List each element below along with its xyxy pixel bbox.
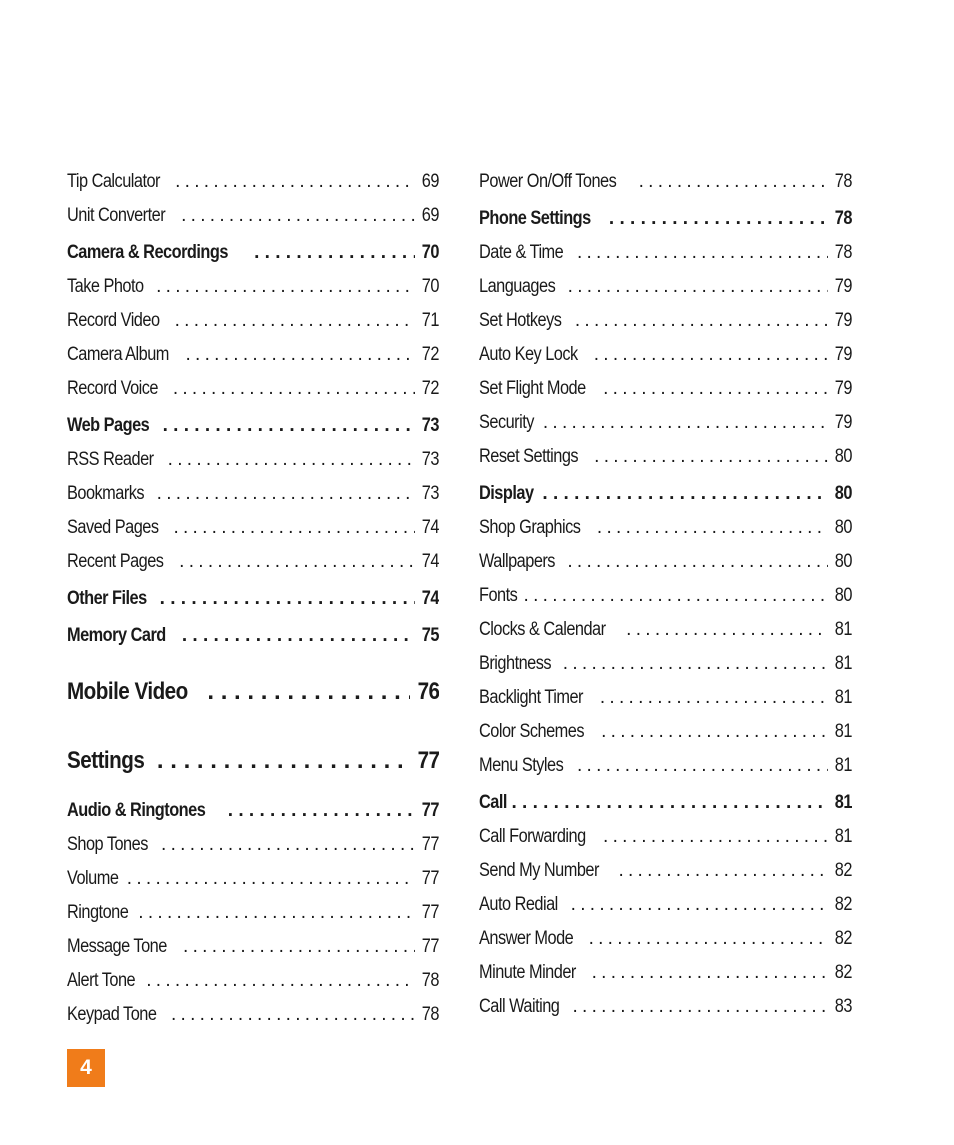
toc-entry-label: Brightness [479, 653, 552, 674]
dot-leader [567, 545, 828, 579]
dot-leader [171, 998, 415, 1032]
dot-leader [571, 888, 828, 922]
toc-entry[interactable] [479, 372, 852, 406]
toc-entry-page-number: 71 [421, 310, 439, 331]
toc-entry-label: Power On/Off Tones [479, 171, 617, 192]
toc-entry-page-number: 77 [421, 834, 439, 855]
toc-entry-label: Mobile Video [67, 678, 188, 705]
toc-entry-page-number: 73 [421, 483, 439, 504]
toc-entry-label: Camera & Recordings [67, 242, 228, 263]
toc-entry[interactable] [67, 511, 439, 545]
toc-entry[interactable] [67, 998, 439, 1032]
toc-entry-page-number: 74 [421, 551, 439, 572]
toc-entry-label: Set Hotkeys [479, 310, 562, 331]
toc-entry[interactable] [479, 545, 852, 579]
toc-entry-page-number: 75 [421, 625, 439, 646]
toc-entry-label: Memory Card [67, 625, 166, 646]
toc-entry[interactable] [67, 579, 439, 616]
toc-entry[interactable] [479, 511, 852, 545]
toc-entry-page-number: 69 [421, 205, 439, 226]
dot-leader [594, 338, 828, 372]
toc-entry[interactable] [479, 990, 852, 1024]
toc-entry-page-number: 79 [834, 310, 852, 331]
toc-entry[interactable] [67, 653, 439, 722]
toc-entry-page-number: 72 [421, 344, 439, 365]
toc-entry[interactable] [479, 749, 852, 783]
dot-leader [207, 653, 409, 722]
toc-entry[interactable] [479, 888, 852, 922]
dot-leader [161, 828, 415, 862]
dot-leader [563, 647, 828, 681]
toc-entry-label: Wallpapers [479, 551, 555, 572]
toc-entry[interactable] [67, 372, 439, 406]
toc-entry-page-number: 69 [421, 171, 439, 192]
toc-entry-label: Minute Minder [479, 962, 576, 983]
toc-entry-label: Camera Album [67, 344, 169, 365]
toc-entry[interactable] [479, 165, 852, 199]
toc-entry-label: Backlight Timer [479, 687, 583, 708]
toc-entry-page-number: 82 [834, 962, 852, 983]
toc-entry[interactable] [479, 579, 852, 613]
toc-entry-page-number: 78 [421, 970, 439, 991]
toc-entry-page-number: 82 [834, 894, 852, 915]
toc-entry[interactable] [67, 233, 439, 270]
dot-leader [185, 338, 415, 372]
toc-entry-label: Menu Styles [479, 755, 564, 776]
toc-entry-page-number: 72 [421, 378, 439, 399]
toc-left-column [67, 165, 439, 1032]
dot-leader [175, 165, 415, 199]
toc-entry-page-number: 70 [421, 276, 439, 297]
toc-entry-label: Saved Pages [67, 517, 159, 538]
dot-leader [175, 304, 415, 338]
toc-entry-label: Display [479, 483, 534, 504]
toc-entry[interactable] [479, 854, 852, 888]
toc-entry-page-number: 77 [421, 902, 439, 923]
toc-entry[interactable] [479, 647, 852, 681]
toc-entry-page-number: 79 [834, 344, 852, 365]
toc-entry-label: Reset Settings [479, 446, 579, 467]
toc-entry-page-number: 81 [834, 792, 852, 813]
toc-entry[interactable] [67, 443, 439, 477]
dot-leader [542, 474, 828, 511]
toc-entry-page-number: 77 [417, 747, 439, 774]
dot-leader [543, 406, 828, 440]
dot-leader [639, 165, 828, 199]
toc-entry-page-number: 83 [834, 996, 852, 1017]
dot-leader [168, 443, 415, 477]
dot-leader [173, 372, 415, 406]
dot-leader [572, 990, 828, 1024]
toc-entry-label: Auto Redial [479, 894, 558, 915]
toc-entry[interactable] [67, 270, 439, 304]
toc-entry[interactable] [479, 820, 852, 854]
toc-entry[interactable] [479, 715, 852, 749]
toc-entry-page-number: 81 [834, 619, 852, 640]
toc-entry[interactable] [67, 304, 439, 338]
toc-entry-label: Alert Tone [67, 970, 136, 991]
dot-leader [127, 862, 415, 896]
dot-leader [601, 715, 828, 749]
toc-entry-page-number: 80 [834, 483, 852, 504]
toc-entry-label: Recent Pages [67, 551, 164, 572]
dot-leader [568, 270, 828, 304]
dot-leader [157, 477, 415, 511]
toc-entry-label: Web Pages [67, 415, 150, 436]
dot-leader [577, 236, 828, 270]
dot-leader [592, 956, 828, 990]
toc-entry[interactable] [67, 862, 439, 896]
toc-entry-label: Bookmarks [67, 483, 145, 504]
dot-leader [228, 791, 415, 828]
toc-entry-label: Call Waiting [479, 996, 560, 1017]
toc-entry[interactable] [67, 896, 439, 930]
toc-entry-page-number: 74 [421, 588, 439, 609]
toc-entry-page-number: 81 [834, 826, 852, 847]
toc-entry-page-number: 73 [421, 449, 439, 470]
dot-leader [254, 233, 415, 270]
toc-entry[interactable] [479, 474, 852, 511]
toc-entry[interactable] [67, 722, 439, 791]
toc-entry-page-number: 77 [421, 936, 439, 957]
toc-entry-label: Fonts [479, 585, 518, 606]
dot-leader [156, 270, 415, 304]
toc-entry-label: Phone Settings [479, 208, 591, 229]
toc-entry-label: Record Video [67, 310, 160, 331]
toc-entry-page-number: 70 [421, 242, 439, 263]
dot-leader [575, 304, 828, 338]
toc-entry[interactable] [67, 791, 439, 828]
toc-entry[interactable] [479, 783, 852, 820]
toc-entry-label: Record Voice [67, 378, 158, 399]
dot-leader [157, 722, 410, 791]
toc-entry-page-number: 81 [834, 687, 852, 708]
dot-leader [138, 896, 415, 930]
toc-entry-page-number: 80 [834, 446, 852, 467]
dot-leader [589, 922, 829, 956]
toc-entry-page-number: 82 [834, 928, 852, 949]
dot-leader [181, 199, 415, 233]
toc-entry-label: Set Flight Mode [479, 378, 586, 399]
dot-leader [173, 511, 415, 545]
toc-entry-label: Volume [67, 868, 119, 889]
toc-entry-page-number: 80 [834, 551, 852, 572]
toc-entry[interactable] [67, 165, 439, 199]
toc-entry-label: Other Files [67, 588, 147, 609]
toc-entry[interactable] [479, 440, 852, 474]
toc-entry-page-number: 78 [421, 1004, 439, 1025]
toc-entry-page-number: 73 [421, 415, 439, 436]
toc-entry[interactable] [479, 270, 852, 304]
toc-entry-page-number: 81 [834, 755, 852, 776]
toc-entry-label: Clocks & Calendar [479, 619, 606, 640]
toc-entry-label: Audio & Ringtones [67, 800, 206, 821]
toc-entry-label: Settings [67, 747, 145, 774]
toc-entry[interactable] [479, 338, 852, 372]
toc-entry-page-number: 77 [421, 868, 439, 889]
toc-entry[interactable] [67, 406, 439, 443]
toc-entry-page-number: 79 [834, 378, 852, 399]
toc-entry-label: Shop Graphics [479, 517, 581, 538]
toc-entry-page-number: 80 [834, 585, 852, 606]
dot-leader [511, 783, 828, 820]
toc-entry[interactable] [67, 545, 439, 579]
toc-entry-label: Call Forwarding [479, 826, 586, 847]
dot-leader [182, 616, 415, 653]
toc-entry[interactable] [67, 616, 439, 653]
toc-entry[interactable] [67, 930, 439, 964]
toc-entry[interactable] [479, 956, 852, 990]
dot-leader [179, 545, 415, 579]
toc-entry-page-number: 78 [834, 242, 852, 263]
toc-entry-page-number: 81 [834, 721, 852, 742]
toc-entry-label: Auto Key Lock [479, 344, 578, 365]
dot-leader [183, 930, 415, 964]
toc-entry[interactable] [479, 613, 852, 647]
toc-entry-page-number: 76 [417, 678, 439, 705]
toc-entry-label: Date & Time [479, 242, 564, 263]
dot-leader [603, 372, 828, 406]
toc-entry[interactable] [479, 199, 852, 236]
toc-entry[interactable] [479, 681, 852, 715]
toc-entry-label: Take Photo [67, 276, 144, 297]
toc-entry[interactable] [67, 338, 439, 372]
dot-leader [524, 579, 829, 613]
toc-entry-page-number: 74 [421, 517, 439, 538]
dot-leader [160, 579, 415, 616]
toc-entry-page-number: 81 [834, 653, 852, 674]
dot-leader [594, 440, 828, 474]
toc-entry-label: Color Schemes [479, 721, 585, 742]
toc-entry-page-number: 79 [834, 276, 852, 297]
toc-entry[interactable] [479, 406, 852, 440]
toc-entry-page-number: 82 [834, 860, 852, 881]
toc-entry[interactable] [67, 964, 439, 998]
toc-entry[interactable] [479, 236, 852, 270]
toc-entry-label: Ringtone [67, 902, 129, 923]
dot-leader [577, 749, 828, 783]
toc-entry-label: Send My Number [479, 860, 599, 881]
toc-entry[interactable] [479, 304, 852, 338]
toc-entry-label: Message Tone [67, 936, 167, 957]
toc-entry-label: Languages [479, 276, 556, 297]
dot-leader [146, 964, 415, 998]
toc-entry-label: Security [479, 412, 534, 433]
toc-entry-label: Answer Mode [479, 928, 574, 949]
toc-entry-label: Tip Calculator [67, 171, 160, 192]
dot-leader [163, 406, 415, 443]
toc-entry[interactable] [67, 199, 439, 233]
toc-entry-label: Keypad Tone [67, 1004, 157, 1025]
dot-leader [626, 613, 828, 647]
toc-entry-page-number: 77 [421, 800, 439, 821]
dot-leader [618, 854, 828, 888]
toc-entry[interactable] [67, 477, 439, 511]
page-number-badge: 4 [67, 1049, 105, 1087]
toc-entry[interactable] [67, 828, 439, 862]
dot-leader [609, 199, 828, 236]
toc-entry-page-number: 79 [834, 412, 852, 433]
toc-entry-label: Shop Tones [67, 834, 148, 855]
dot-leader [603, 820, 828, 854]
toc-entry-page-number: 78 [834, 171, 852, 192]
dot-leader [600, 681, 828, 715]
toc-entry[interactable] [479, 922, 852, 956]
dot-leader [597, 511, 828, 545]
toc-entry-label: Unit Converter [67, 205, 166, 226]
toc-entry-page-number: 78 [834, 208, 852, 229]
toc-entry-page-number: 80 [834, 517, 852, 538]
toc-right-column [479, 165, 852, 1024]
toc-entry-label: Call [479, 792, 507, 813]
toc-entry-label: RSS Reader [67, 449, 154, 470]
